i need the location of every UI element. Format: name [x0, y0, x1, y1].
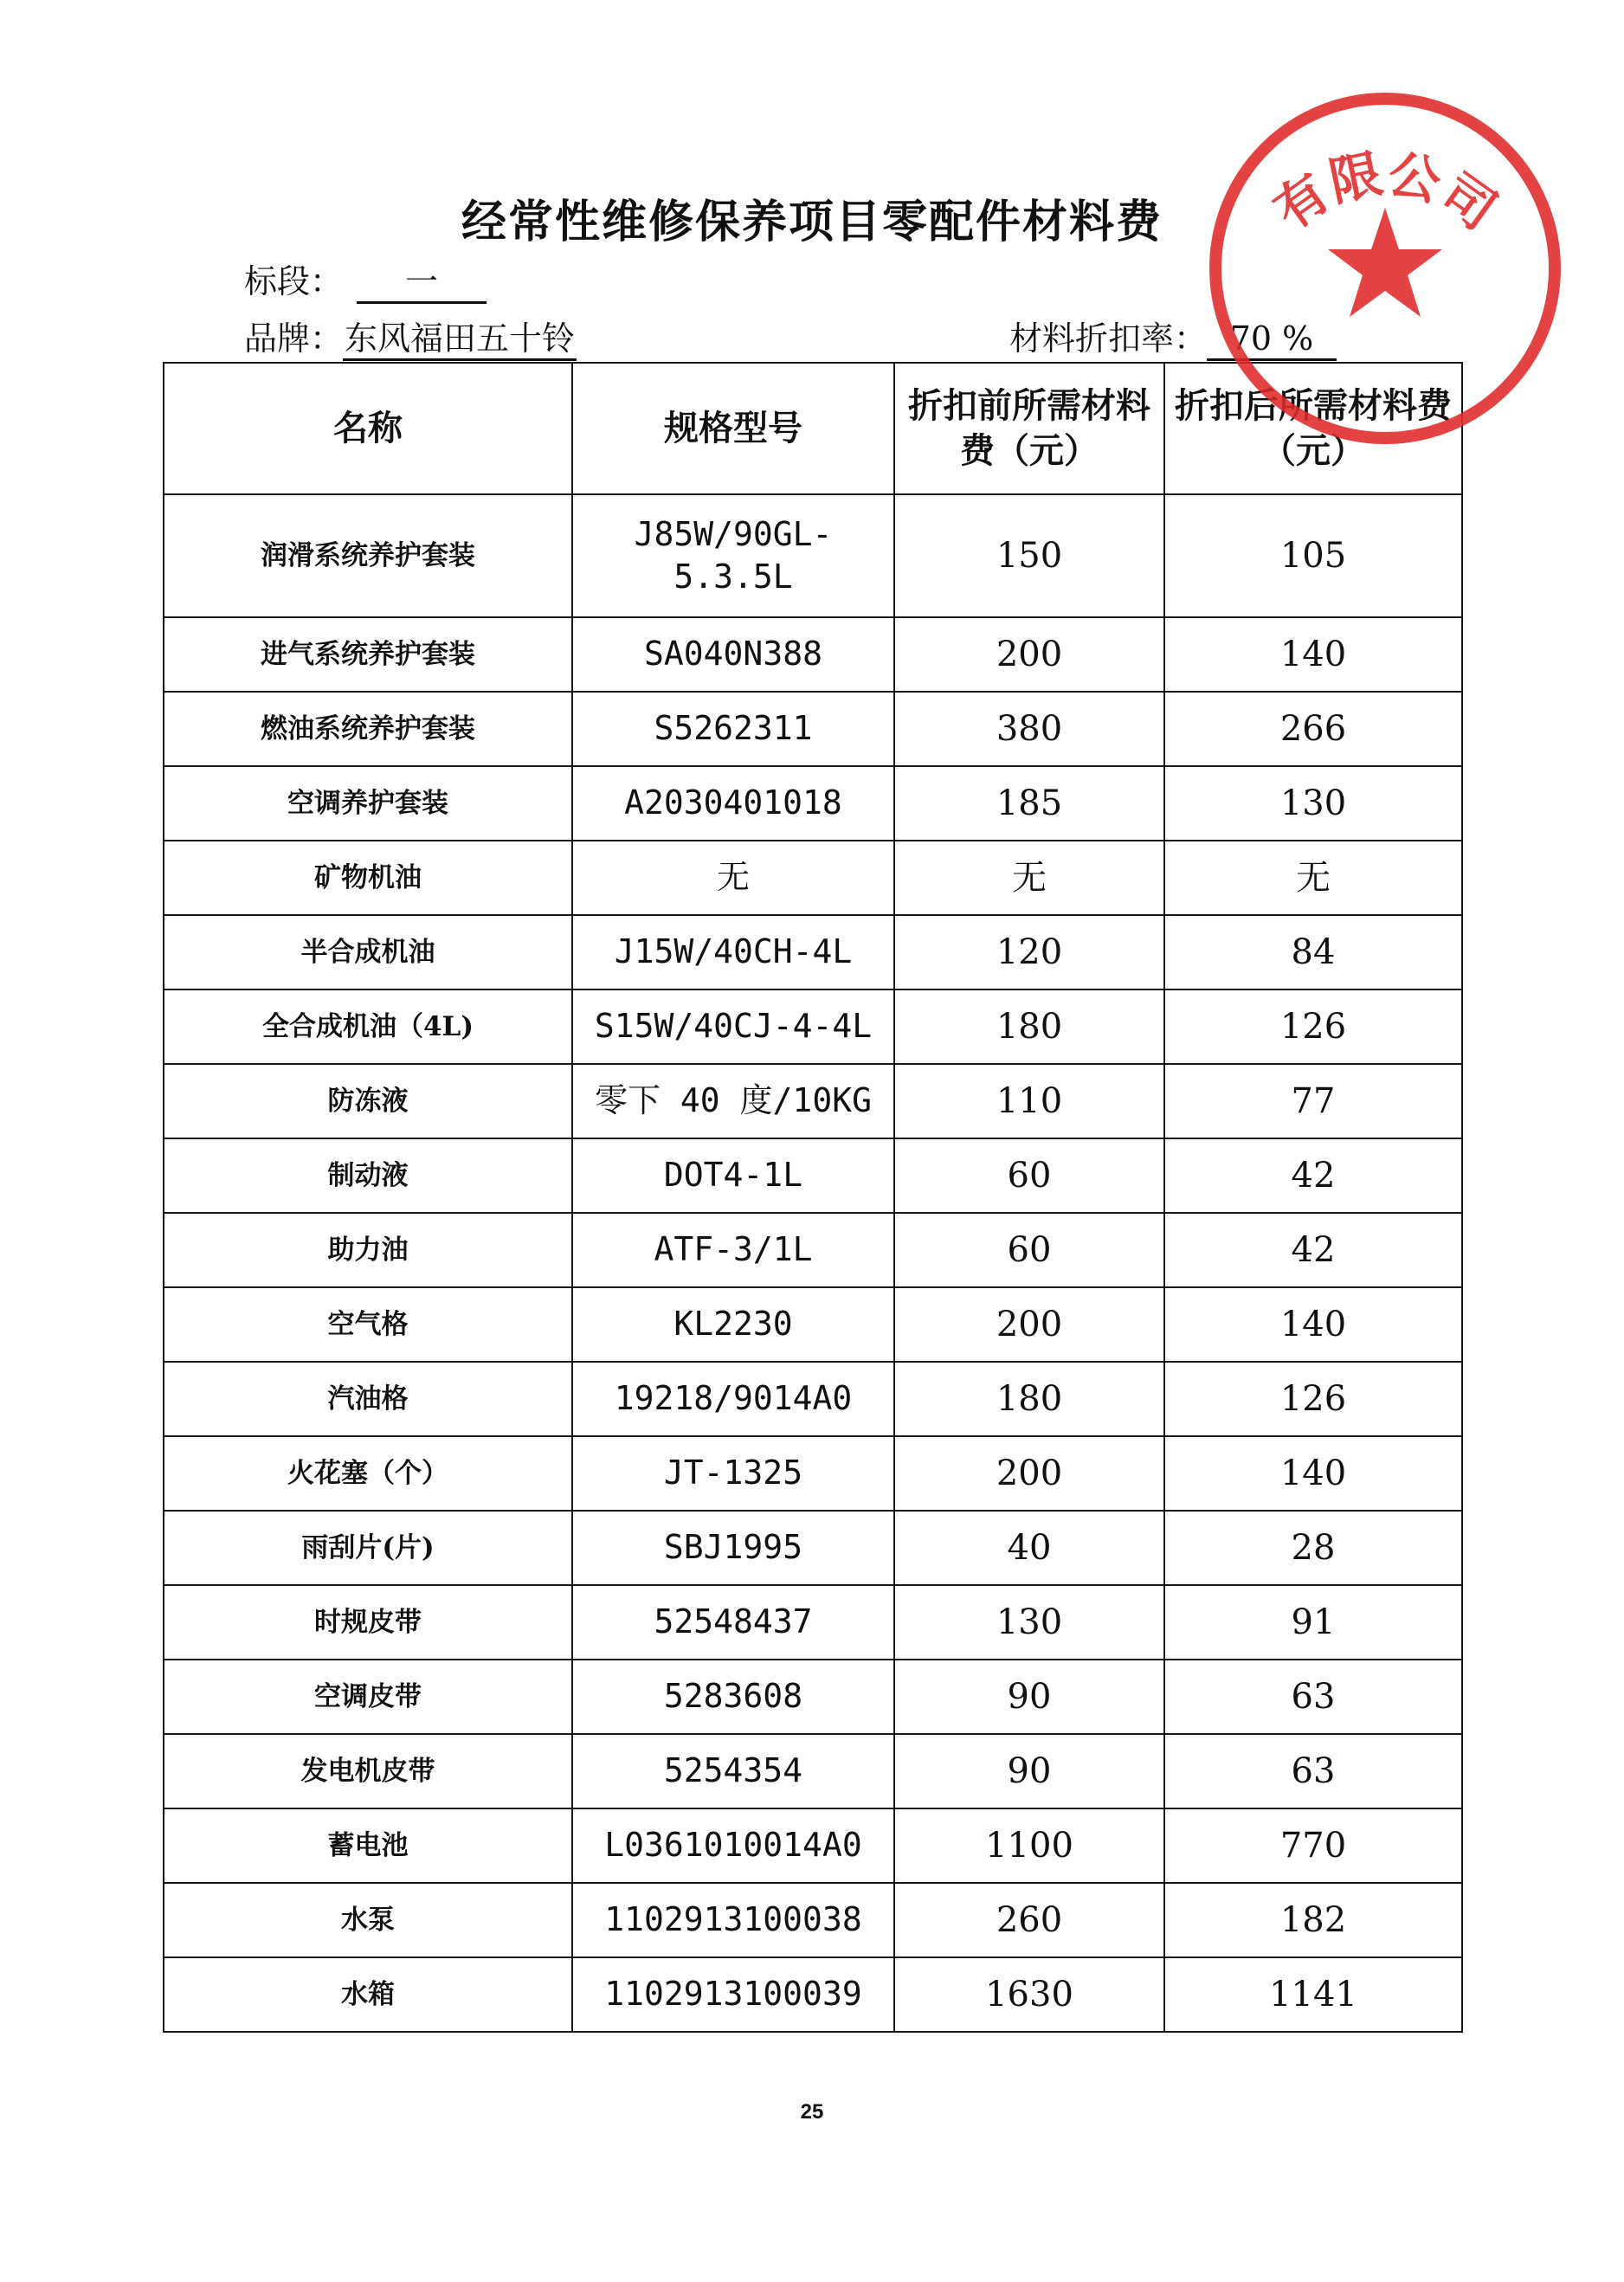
page-number: 25 — [800, 2100, 824, 2124]
cell-price-before: 120 — [894, 915, 1164, 990]
seal-star-icon — [1328, 208, 1442, 317]
cell-name: 燃油系统养护套装 — [164, 692, 572, 766]
header-spec: 规格型号 — [572, 363, 894, 494]
cell-name: 助力油 — [164, 1213, 572, 1287]
table-row — [164, 1957, 1462, 2032]
cell-price-after: 140 — [1164, 1287, 1462, 1362]
cell-name: 润滑系统养护套装 — [164, 494, 572, 617]
cell-name: 矿物机油 — [164, 841, 572, 915]
table-row — [164, 1808, 1462, 1883]
table-row — [164, 1287, 1462, 1362]
cell-price-before: 200 — [894, 1287, 1164, 1362]
cell-price-before: 180 — [894, 1362, 1164, 1436]
cell-price-after: 42 — [1164, 1138, 1462, 1213]
cell-price-after: 770 — [1164, 1808, 1462, 1883]
cell-name: 水箱 — [164, 1957, 572, 2032]
table-row — [164, 1883, 1462, 1957]
cell-price-after: 1141 — [1164, 1957, 1462, 2032]
cell-price-before: 90 — [894, 1734, 1164, 1808]
cell-price-after: 63 — [1164, 1734, 1462, 1808]
cell-price-after: 91 — [1164, 1585, 1462, 1660]
brand-field — [244, 312, 577, 361]
brand-label: 品牌： — [244, 319, 344, 358]
cell-name: 空调养护套装 — [164, 766, 572, 841]
table-row — [164, 1362, 1462, 1436]
brand-value: 东风福田五十铃 — [343, 320, 577, 361]
cell-price-after: 28 — [1164, 1511, 1462, 1585]
cell-price-before: 无 — [894, 841, 1164, 915]
cell-price-after: 140 — [1164, 617, 1462, 692]
cell-price-before: 40 — [894, 1511, 1164, 1585]
cell-spec: A2030401018 — [572, 766, 894, 841]
seal-text-path: 有限公司 — [1263, 143, 1507, 242]
table-row — [164, 915, 1462, 990]
cell-price-before: 110 — [894, 1064, 1164, 1138]
cell-name: 时规皮带 — [164, 1585, 572, 1660]
cell-price-after: 无 — [1164, 841, 1462, 915]
header-name: 名称 — [164, 363, 572, 494]
cell-price-after: 63 — [1164, 1660, 1462, 1734]
cell-spec: J15W/40CH-4L — [572, 915, 894, 990]
cell-spec: 52548437 — [572, 1585, 894, 1660]
cell-spec: JT-1325 — [572, 1436, 894, 1511]
table-row — [164, 841, 1462, 915]
cell-name: 防冻液 — [164, 1064, 572, 1138]
cell-price-before: 200 — [894, 617, 1164, 692]
cell-name: 全合成机油（4L) — [164, 990, 572, 1064]
cell-spec: S15W/40CJ-4-4L — [572, 990, 894, 1064]
cell-name: 汽油格 — [164, 1362, 572, 1436]
cell-name: 制动液 — [164, 1138, 572, 1213]
cell-spec: 5254354 — [572, 1734, 894, 1808]
cell-price-after: 77 — [1164, 1064, 1462, 1138]
table-row — [164, 692, 1462, 766]
cell-spec: 无 — [572, 841, 894, 915]
cell-price-after: 182 — [1164, 1883, 1462, 1957]
cell-price-after: 84 — [1164, 915, 1462, 990]
cell-price-after: 130 — [1164, 766, 1462, 841]
discount-value: 70 % — [1207, 320, 1337, 361]
cell-spec: J85W/90GL-5.3.5L — [572, 494, 894, 617]
cell-spec: L0361010014A0 — [572, 1808, 894, 1883]
table-row — [164, 494, 1462, 617]
cell-spec: 零下 40 度/10KG — [572, 1064, 894, 1138]
table-row — [164, 1660, 1462, 1734]
table-row — [164, 1064, 1462, 1138]
cell-price-after: 140 — [1164, 1436, 1462, 1511]
cell-spec: DOT4-1L — [572, 1138, 894, 1213]
table-row — [164, 1213, 1462, 1287]
cell-price-before: 200 — [894, 1436, 1164, 1511]
cell-price-before: 60 — [894, 1213, 1164, 1287]
cell-name: 空调皮带 — [164, 1660, 572, 1734]
page-title: 经常性维修保养项目零配件材料费 — [461, 196, 1163, 248]
table-row — [164, 1585, 1462, 1660]
cell-price-before: 90 — [894, 1660, 1164, 1734]
cell-spec: KL2230 — [572, 1287, 894, 1362]
cell-price-before: 130 — [894, 1585, 1164, 1660]
cell-price-before: 380 — [894, 692, 1164, 766]
table-row — [164, 1436, 1462, 1511]
table-row — [164, 1734, 1462, 1808]
company-seal — [1203, 87, 1567, 450]
section-field — [244, 255, 487, 304]
cell-name: 火花塞（个） — [164, 1436, 572, 1511]
cell-price-before: 260 — [894, 1883, 1164, 1957]
cell-price-before: 1630 — [894, 1957, 1164, 2032]
cell-spec: SBJ1995 — [572, 1511, 894, 1585]
section-value: 一 — [357, 263, 487, 304]
cell-price-before: 150 — [894, 494, 1164, 617]
cell-name: 蓄电池 — [164, 1808, 572, 1883]
cell-name: 水泵 — [164, 1883, 572, 1957]
header-price-before: 折扣前所需材料费（元） — [894, 363, 1164, 494]
table-row — [164, 990, 1462, 1064]
cell-price-before: 180 — [894, 990, 1164, 1064]
cell-price-after: 126 — [1164, 1362, 1462, 1436]
table-row — [164, 1138, 1462, 1213]
cell-price-before: 185 — [894, 766, 1164, 841]
cell-spec: 1102913100039 — [572, 1957, 894, 2032]
cell-price-after: 105 — [1164, 494, 1462, 617]
cell-spec: 19218/9014A0 — [572, 1362, 894, 1436]
table-body — [164, 494, 1462, 2032]
table-row — [164, 617, 1462, 692]
cell-spec: S5262311 — [572, 692, 894, 766]
cell-price-after: 266 — [1164, 692, 1462, 766]
section-label: 标段： — [244, 262, 344, 300]
cell-spec: SA040N388 — [572, 617, 894, 692]
cell-price-before: 60 — [894, 1138, 1164, 1213]
cell-spec: 5283608 — [572, 1660, 894, 1734]
materials-table — [163, 362, 1463, 2033]
cell-spec: ATF-3/1L — [572, 1213, 894, 1287]
cell-name: 空气格 — [164, 1287, 572, 1362]
cell-spec: 1102913100038 — [572, 1883, 894, 1957]
cell-name: 进气系统养护套装 — [164, 617, 572, 692]
cell-price-after: 126 — [1164, 990, 1462, 1064]
table-row — [164, 766, 1462, 841]
cell-name: 发电机皮带 — [164, 1734, 572, 1808]
cell-price-after: 42 — [1164, 1213, 1462, 1287]
header-price-after: 折扣后所需材料费（元） — [1164, 363, 1462, 494]
cell-name: 半合成机油 — [164, 915, 572, 990]
discount-label: 材料折扣率： — [1009, 319, 1208, 358]
cell-price-before: 1100 — [894, 1808, 1164, 1883]
table-row — [164, 1511, 1462, 1585]
cell-name: 雨刮片(片) — [164, 1511, 572, 1585]
